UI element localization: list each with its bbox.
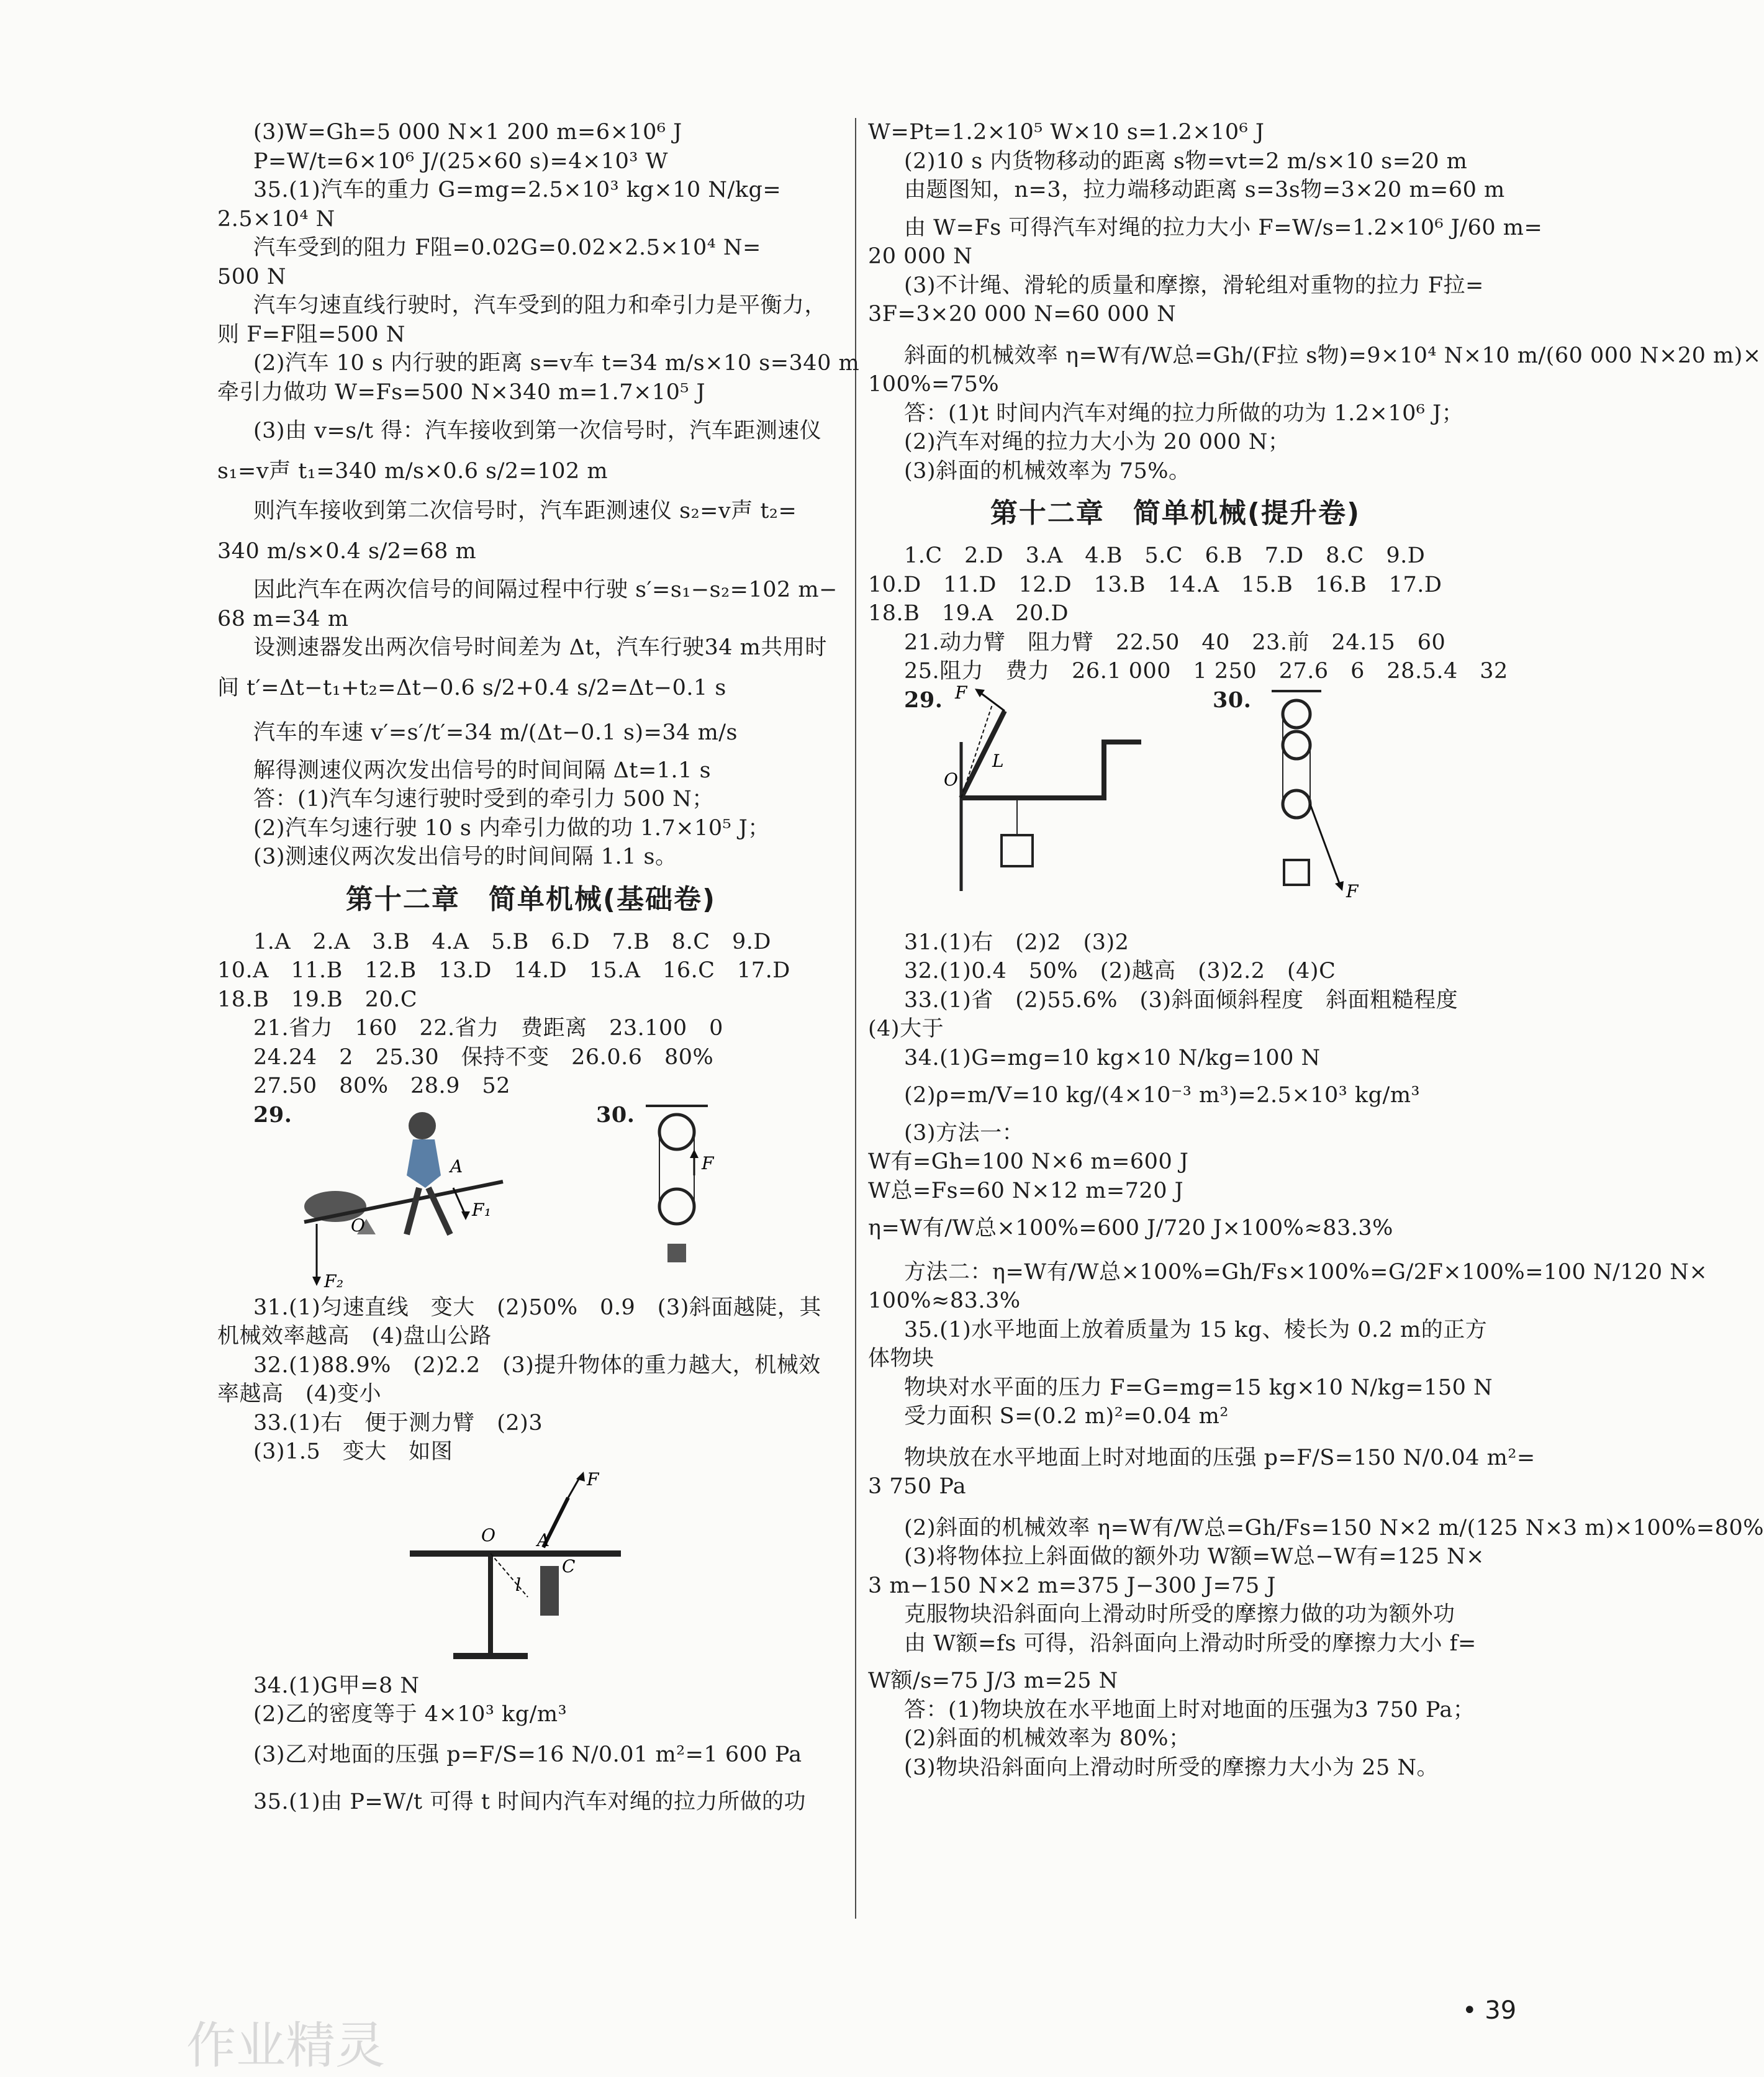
arrowhead [1335, 881, 1344, 891]
answer-line: 答：(1)物块放在水平地面上时对地面的压强为3 750 Pa； [904, 1697, 1475, 1722]
movable-pulley [1283, 790, 1310, 818]
arrowhead [461, 1211, 470, 1220]
watermark: 作业精灵 [186, 2017, 385, 2075]
text-line: P=W/t=6×10⁶ J/(25×60 s)=4×10³ W [253, 148, 669, 174]
arrowhead [690, 1149, 699, 1158]
text-line: (2)10 s 内货物移动的距离 s物=vt=2 m/s×10 s=20 m [904, 148, 1468, 174]
moment-arm-line [961, 705, 992, 798]
answer-line: (3)将物体拉上斜面做的额外功 W额=W总−W有=125 N× [904, 1544, 1485, 1569]
answer-line: 33.(1)省 (2)55.6% (3)斜面倾斜程度 斜面粗糙程度 [904, 987, 1459, 1013]
figure-33 [217, 1467, 844, 1672]
answer-line: η=W有/W总×100%=600 J/720 J×100%≈83.3% [868, 1216, 1393, 1241]
label-f: F [702, 1152, 714, 1174]
answer-line: 物块放在水平地面上时对地面的压强 p=F/S=150 N/0.04 m²= [904, 1445, 1536, 1470]
answer-line: (3)1.5 变大 如图 [253, 1439, 453, 1464]
answer-line: 33.(1)右 便于测力臂 (2)3 [253, 1410, 543, 1436]
text-line: 500 N [217, 264, 287, 289]
movable-pulley [659, 1189, 694, 1224]
fig30-number: 30. [596, 1102, 635, 1128]
answer-line: 21.动力臂 阻力臂 22.50 40 23.前 24.15 60 [904, 630, 1446, 655]
text-line: s₁=v声 t₁=340 m/s×0.6 s/2=102 m [217, 458, 608, 484]
answer-line: 3 750 Pa [868, 1474, 967, 1499]
fixed-pulley [659, 1115, 694, 1149]
text-line: 解得测速仪两次发出信号的时间间隔 Δt=1.1 s [253, 758, 712, 783]
fixed-pulley [1283, 731, 1310, 759]
answer-line: 18.B 19.A 20.D [868, 601, 1069, 626]
text-line: 因此汽车在两次信号的间隔过程中行驶 s′=s₁−s₂=102 m− [253, 577, 838, 602]
answer-line: (2)ρ=m/V=10 kg/(4×10⁻³ m³)=2.5×10³ kg/m³ [904, 1083, 1421, 1108]
page-number: • 39 [1462, 1996, 1517, 2025]
answer-line: W有=Gh=100 N×6 m=600 J [868, 1149, 1189, 1174]
answer-line: (2)乙的密度等于 4×10³ kg/m³ [253, 1702, 568, 1727]
moment-arm-line [491, 1554, 528, 1597]
section-title-advanced: 第十二章 简单机械(提升卷) [990, 497, 1361, 529]
person-leg [407, 1188, 419, 1234]
answer-line: 10.A 11.B 12.B 13.D 14.D 15.A 16.C 17.D [217, 958, 790, 983]
text-line: 340 m/s×0.4 s/2=68 m [217, 538, 477, 564]
answer-line: 100%≈83.3% [868, 1288, 1021, 1313]
answer-line: 18.B 19.B 20.C [217, 987, 418, 1012]
answer-line: 方法二：η=W有/W总×100%=Gh/Fs×100%=G/2F×100%=100 N/120 N× [904, 1259, 1708, 1285]
answer-line: (3)物块沿斜面向上滑动时所受的摩擦力大小为 25 N。 [904, 1755, 1439, 1780]
text-line: (3)由 v=s/t 得：汽车接收到第一次信号时，汽车距测速仪 [253, 419, 822, 443]
text-line: 汽车的车速 v′=s′/t′=34 m/(Δt−0.1 s)=34 m/s [253, 720, 738, 745]
text-line: 斜面的机械效率 η=W有/W总=Gh/(F拉 s物)=9×10⁴ N×10 m/(60 000 N×20 m)× [904, 343, 1762, 368]
label-o: O [351, 1215, 366, 1236]
weight-block [667, 1244, 686, 1262]
text-line: 由题图知，n=3，拉力端移动距离 s=3s物=3×20 m=60 m [904, 178, 1505, 202]
text-line: (3)斜面的机械效率为 75%。 [904, 458, 1191, 484]
answer-line: (3)方法一： [904, 1120, 1024, 1146]
right-column [868, 118, 1764, 1782]
answer-line: 21.省力 160 22.省力 费距离 23.100 0 [253, 1016, 723, 1041]
fig29-number: 29. [904, 687, 943, 713]
answer-line: W总=Fs=60 N×12 m=720 J [868, 1178, 1184, 1203]
person-body [407, 1139, 441, 1188]
force-arrow [980, 692, 1005, 711]
hanging-weights [540, 1566, 559, 1616]
answer-line: 受力面积 S=(0.2 m)²=0.04 m² [904, 1404, 1229, 1429]
text-line: (3)不计绳、滑轮的质量和摩擦，滑轮组对重物的拉力 F拉= [904, 273, 1484, 298]
text-line: 牵引力做功 W=Fs=500 N×340 m=1.7×10⁵ J [217, 379, 706, 405]
text-line: 3F=3×20 000 N=60 000 N [868, 302, 1177, 327]
fixed-pulley [1283, 700, 1310, 728]
figure-row-advanced [868, 682, 1483, 928]
answer-line: 率越高 (4)变小 [217, 1382, 382, 1406]
answer-line: 1.A 2.A 3.B 4.A 5.B 6.D 7.B 8.C 9.D [253, 929, 771, 954]
text-line: 2.5×10⁴ N [217, 206, 335, 232]
answer-line: 25.阻力 费力 26.1 000 1 250 27.6 6 28.5.4 32 [904, 659, 1508, 684]
answer-line: 32.(1)88.9% (2)2.2 (3)提升物体的重力越大，机械效 [253, 1352, 821, 1378]
text-line: 35.(1)汽车的重力 G=mg=2.5×10³ kg×10 N/kg= [253, 178, 782, 202]
text-line: 答：(1)汽车匀速行驶时受到的牵引力 500 N； [253, 787, 714, 812]
answer-line: 机械效率越高 (4)盘山公路 [217, 1324, 492, 1349]
text-line: 20 000 N [868, 244, 973, 269]
label-c: C [562, 1555, 576, 1577]
text-line: 68 m=34 m [217, 606, 349, 631]
section-title-basic: 第十二章 简单机械(基础卷) [345, 883, 717, 915]
weight-block [1284, 860, 1309, 885]
label-a: A [537, 1529, 550, 1550]
answer-line: 35.(1)水平地面上放着质量为 15 kg、棱长为 0.2 m的正方 [904, 1317, 1488, 1342]
weight-block [1002, 835, 1033, 866]
answer-line: 10.D 11.D 12.D 13.B 14.A 15.B 16.B 17.D [868, 572, 1442, 597]
fig30-number: 30. [1213, 687, 1252, 713]
answer-line: 34.(1)G=mg=10 kg×10 N/kg=100 N [904, 1045, 1321, 1070]
answer-line: (4)大于 [868, 1016, 944, 1041]
text-line: 间 t′=Δt−t₁+t₂=Δt−0.6 s/2+0.4 s/2=Δt−0.1 s [217, 675, 726, 700]
fig29-number: 29. [253, 1102, 292, 1128]
label-o: O [944, 769, 959, 790]
text-line: 设测速器发出两次信号时间差为 Δt，汽车行驶34 m共用时 [253, 635, 827, 660]
column-divider [855, 118, 856, 1919]
answer-line: (2)斜面的机械效率 η=W有/W总=Gh/Fs=150 N×2 m/(125 N×3 m)×100%=80% [904, 1515, 1764, 1541]
answer-line: 3 m−150 N×2 m=375 J−300 J=75 J [868, 1573, 1276, 1598]
bent-lever-figure [930, 682, 1154, 922]
force-arrow [1310, 804, 1340, 885]
person-head [409, 1112, 436, 1139]
answer-line: W额/s=75 J/3 m=25 N [868, 1668, 1118, 1693]
text-line: (2)汽车 10 s 内行驶的距离 s=v车 t=34 m/s×10 s=340 m [253, 351, 860, 376]
bent-lever [961, 742, 1141, 798]
answer-line: 物块对水平面的压力 F=G=mg=15 kg×10 N/kg=150 N [904, 1375, 1493, 1400]
answer-line: 体物块 [868, 1346, 934, 1371]
label-f: F [587, 1468, 599, 1490]
text-line: 答：(1)t 时间内汽车对绳的拉力所做的功为 1.2×10⁶ J； [904, 400, 1464, 426]
arrowhead [312, 1277, 321, 1286]
answer-line: 克服物块沿斜面向上滑动时所受的摩擦力做的功为额外功 [904, 1602, 1455, 1627]
text-line: W=Pt=1.2×10⁵ W×10 s=1.2×10⁶ J [868, 120, 1265, 145]
answer-line: 由 W额=fs 可得，沿斜面向上滑动时所受的摩擦力大小 f= [904, 1631, 1477, 1656]
lever-stand-figure [404, 1467, 664, 1672]
text-line: (3)W=Gh=5 000 N×1 200 m=6×10⁶ J [253, 120, 682, 145]
label-f1: F₁ [472, 1199, 492, 1220]
label-f2: F₂ [324, 1270, 344, 1292]
label-a: A [450, 1156, 463, 1177]
text-line: (2)汽车匀速行驶 10 s 内牵引力做的功 1.7×10⁵ J； [253, 815, 770, 841]
answer-line: 35.(1)由 P=W/t 可得 t 时间内汽车对绳的拉力所做的功 [253, 1790, 807, 1814]
answer-line: 34.(1)G甲=8 N [253, 1673, 420, 1698]
answer-line: 1.C 2.D 3.A 4.B 5.C 6.B 7.D 8.C 9.D [904, 543, 1426, 568]
label-l: L [992, 750, 1005, 771]
answer-line: (2)斜面的机械效率为 80%； [904, 1726, 1191, 1751]
answer-line: 24.24 2 25.30 保持不变 26.0.6 80% [253, 1044, 714, 1070]
text-line: (2)汽车对绳的拉力大小为 20 000 N； [904, 430, 1290, 455]
left-column [217, 118, 860, 1817]
lever-figure [279, 1101, 528, 1293]
text-line: 汽车匀速直线行驶时，汽车受到的阻力和牵引力是平衡力， [253, 293, 827, 318]
text-line: 由 W=Fs 可得汽车对绳的拉力大小 F=W/s=1.2×10⁶ J/60 m= [904, 215, 1543, 240]
text-line: 则汽车接收到第二次信号时，汽车距测速仪 s₂=v声 t₂= [253, 499, 797, 523]
pulley-block-figure [1241, 686, 1377, 922]
text-line: (3)测速仪两次发出信号的时间间隔 1.1 s。 [253, 844, 677, 869]
figure-row-basic [217, 1101, 844, 1293]
label-l: l [515, 1574, 522, 1595]
label-f: F [955, 682, 967, 703]
text-line: 则 F=F阻=500 N [217, 322, 405, 347]
text-line: 汽车受到的阻力 F阻=0.02G=0.02×2.5×10⁴ N= [253, 235, 761, 260]
label-f: F [1346, 880, 1359, 902]
label-o: O [481, 1524, 496, 1545]
answer-line: 27.50 80% 28.9 52 [253, 1074, 510, 1098]
answer-line: 31.(1)右 (2)2 (3)2 [904, 930, 1129, 955]
answer-line: 32.(1)0.4 50% (2)越高 (3)2.2 (4)C [904, 959, 1336, 984]
answer-line: 31.(1)匀速直线 变大 (2)50% 0.9 (3)斜面越陡，其 [253, 1295, 821, 1320]
answer-line: (3)乙对地面的压强 p=F/S=16 N/0.01 m²=1 600 Pa [253, 1742, 802, 1767]
text-line: 100%=75% [868, 372, 1000, 397]
pulley-figure [627, 1101, 751, 1287]
